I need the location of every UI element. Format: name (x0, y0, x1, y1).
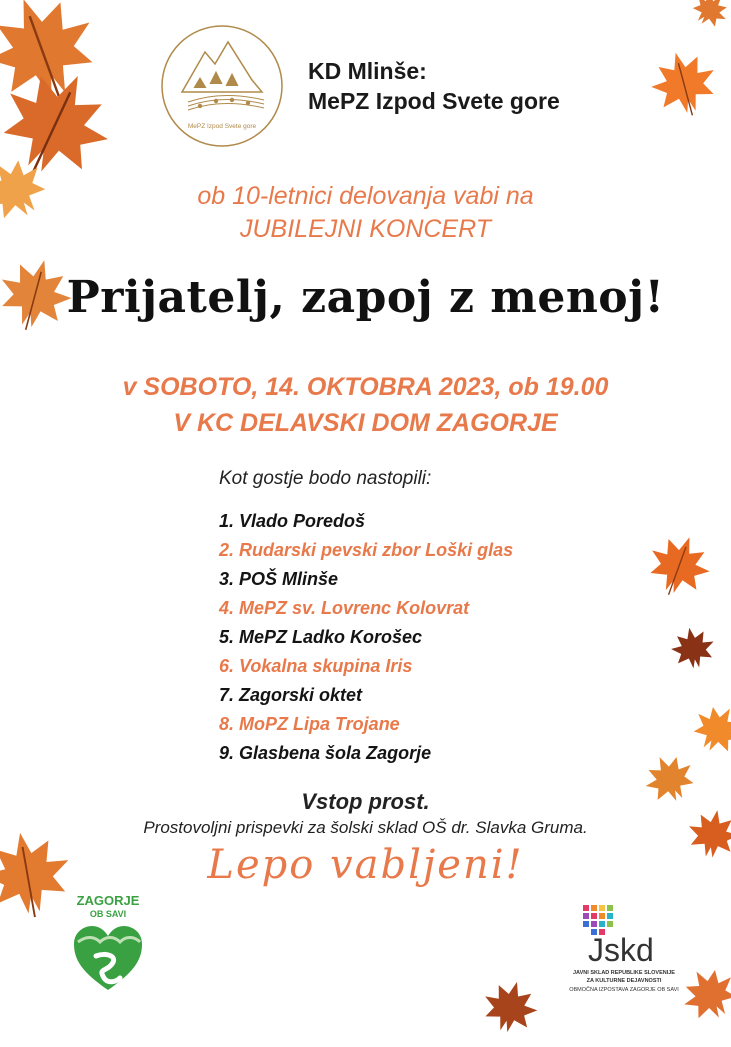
free-entry: Vstop prost. (301, 789, 430, 814)
zagorje-logo-text: ZAGORJE (76, 893, 140, 908)
choir-logo (160, 24, 284, 148)
guest-item: 4. MePZ sv. Lovrenc Kolovrat (219, 598, 470, 618)
welcome-text: Lepo vabljeni! (207, 842, 524, 888)
zagorje-logo-subtext: OB SAVI (89, 909, 127, 919)
guest-item: 1. Vlado Poredoš (219, 511, 366, 531)
zagorje-heart-logo (72, 922, 144, 994)
org-name-line2: MePZ Izpod Svete gore (308, 88, 560, 114)
jskd-caption-line2: ZA KULTURNE DEJAVNOSTI (586, 978, 662, 984)
event-date: v SOBOTO, 14. OKTOBRA 2023, ob 19.00 (122, 373, 609, 401)
donation-note: Prostovoljni prispevki za šolski sklad OŠ dr. Slavka Gruma. (143, 818, 588, 837)
concert-label: JUBILEJNI KONCERT (240, 215, 491, 243)
maple-leaf-icon (664, 621, 722, 677)
guest-item: 7. Zagorski oktet (219, 685, 363, 705)
jskd-name: Jskd (588, 932, 654, 968)
guest-item: 8. MoPZ Lipa Trojane (219, 714, 400, 734)
jskd-logo-mark (583, 905, 613, 935)
org-name-line1: KD Mlinše: (308, 58, 427, 84)
jskd-caption-line1: JAVNI SKLAD REPUBLIKE SLOVENIJE (573, 970, 675, 976)
concert-title: Prijatelj, zapoj z menoj! (66, 272, 665, 323)
guest-item: 3. POŠ Mlinše (219, 569, 339, 589)
maple-leaf-icon (635, 521, 724, 612)
guest-item: 6. Vokalna skupina Iris (219, 656, 413, 676)
event-venue: V KC DELAVSKI DOM ZAGORJE (173, 409, 558, 437)
guest-item: 2. Rudarski pevski zbor Loški glas (219, 540, 514, 560)
maple-leaf-icon (667, 950, 731, 1041)
maple-leaf-icon (464, 969, 557, 1047)
guest-item: 9. Glasbena šola Zagorje (219, 743, 432, 763)
guests-heading: Kot gostje bodo nastopili: (219, 468, 432, 489)
intro-line: ob 10-letnici delovanja vabi na (197, 182, 534, 210)
logo-caption: MePZ Izpod Svete gore (187, 123, 257, 130)
maple-leaf-icon (639, 36, 729, 132)
jskd-caption-line3: OBMOČNA IZPOSTAVA ZAGORJE OB SAVI (569, 987, 679, 993)
guest-item: 5. MePZ Ladko Korošec (219, 627, 423, 647)
